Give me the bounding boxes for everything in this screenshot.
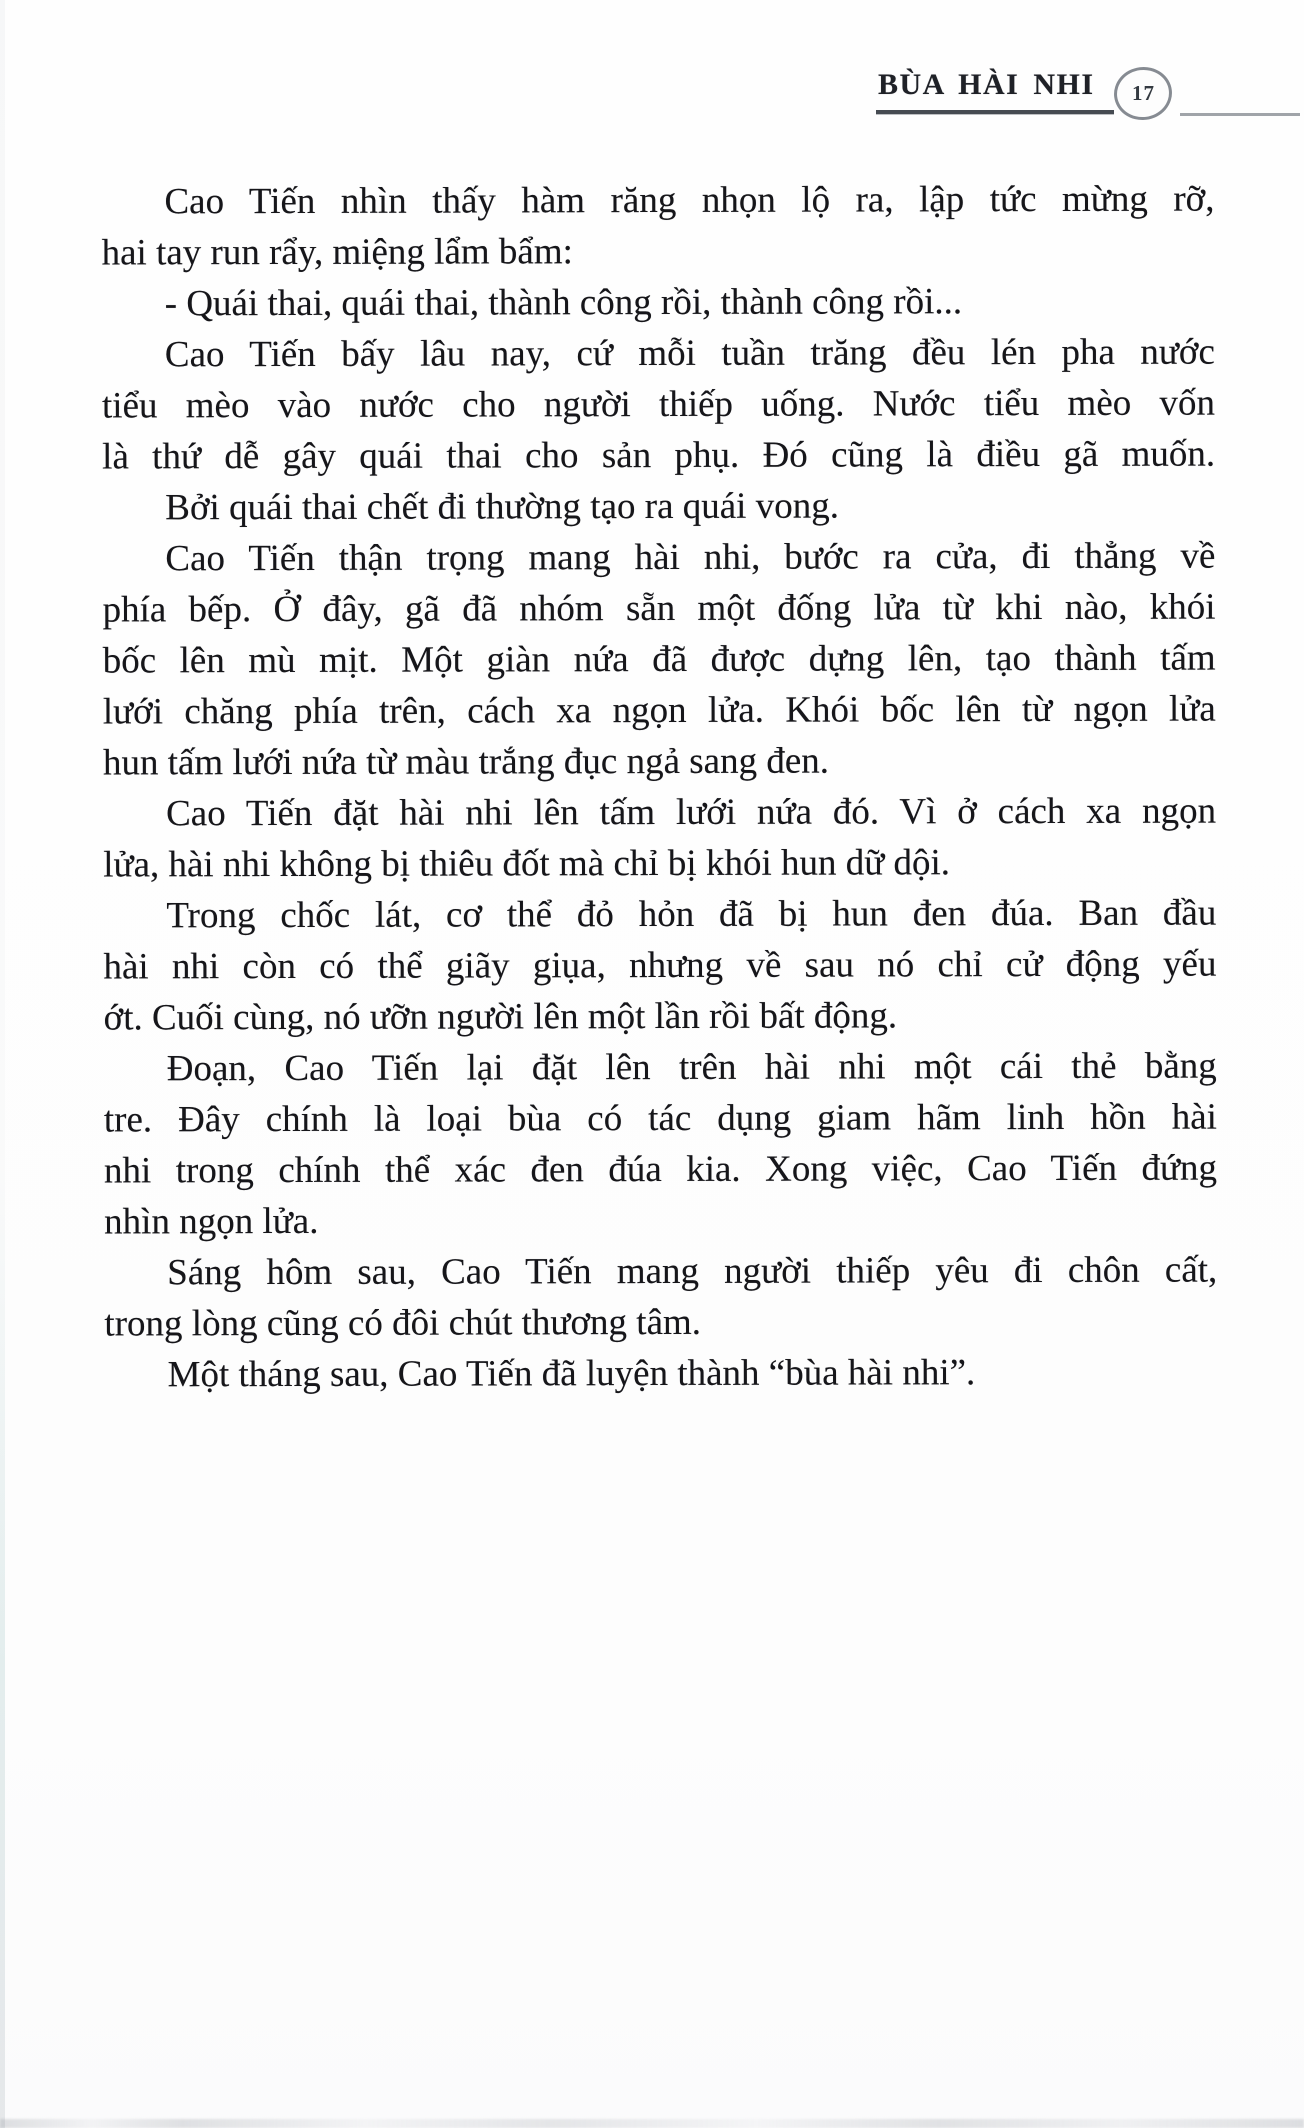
header-underline (876, 110, 1114, 114)
header-rule-right (1180, 113, 1300, 116)
page-number-badge (1111, 64, 1175, 124)
text-line: là thứ dễ gây quái thai cho sản phụ. Đó cũng là điều gã muốn. (102, 433, 1216, 478)
paragraph (104, 1041, 1218, 1248)
text-line: Sáng hôm sau, Cao Tiến mang người thiếp yêu đi chôn cất, (167, 1249, 1218, 1294)
text-line: phía bếp. Ở đây, gã đã nhóm sẵn một đống lửa từ khi nào, khói (102, 586, 1216, 631)
text-line: - Quái thai, quái thai, thành công rồi, thành công rồi... (164, 281, 963, 325)
paragraph (102, 276, 1215, 330)
page-header (0, 0, 1304, 130)
text-line: bốc lên mù mịt. Một giàn nứa đã được dựng lên, tạo thành tấm (102, 637, 1216, 682)
paragraph (104, 1347, 1217, 1401)
text-line: hai tay run rẩy, miệng lẩm bẩm: (101, 231, 573, 274)
running-head-title: BÙA HÀI NHI (878, 68, 1095, 101)
paragraph (101, 174, 1214, 279)
text-line: ớt. Cuối cùng, nó ưỡn người lên một lần rồi bất động. (103, 995, 898, 1039)
text-line: nhìn ngọn lửa. (104, 1200, 319, 1243)
body-text (101, 174, 1217, 1401)
scan-edge-artifact-left (0, 0, 5, 2128)
text-line: Một tháng sau, Cao Tiến đã luyện thành “bùa hài nhi”. (167, 1352, 976, 1396)
text-line: trong lòng cũng có đôi chút thương tâm. (104, 1301, 702, 1345)
text-line: Trong chốc lát, cơ thể đỏ hỏn đã bị hun đen đúa. Ban đầu (166, 892, 1217, 937)
paragraph (103, 786, 1216, 891)
text-line: Cao Tiến đặt hài nhi lên tấm lưới nứa đó. Vì ở cách xa ngọn (166, 790, 1217, 835)
text-line: Cao Tiến bấy lâu nay, cứ mỗi tuần trăng đều lén pha nước (164, 331, 1215, 376)
scan-shadow-artifact-bottom (0, 2119, 1304, 2128)
paragraph (102, 480, 1215, 534)
text-line: tre. Đây chính là loại bùa có tác dụng giam hãm linh hồn hài (103, 1096, 1217, 1141)
text-line: Đoạn, Cao Tiến lại đặt lên trên hài nhi một cái thẻ bằng (166, 1045, 1217, 1090)
paragraph (104, 1245, 1217, 1350)
paragraph (102, 531, 1216, 789)
paragraph (102, 327, 1215, 483)
text-line: lưới chăng phía trên, cách xa ngọn lửa. Khói bốc lên từ ngọn lửa (102, 688, 1216, 733)
paragraph (103, 888, 1216, 1044)
text-line: Bởi quái thai chết đi thường tạo ra quái vong. (165, 485, 839, 529)
text-line: lửa, hài nhi không bị thiêu đốt mà chỉ bị khói hun dữ dội. (103, 842, 951, 886)
text-line: hài nhi còn có thể giãy giụa, nhưng về sau nó chỉ cử động yếu (103, 943, 1217, 988)
text-line: tiểu mèo vào nước cho người thiếp uống. Nước tiểu mèo vốn (101, 382, 1216, 427)
text-line: Cao Tiến thận trọng mang hài nhi, bước ra cửa, đi thẳng về (165, 535, 1216, 580)
text-line: hun tấm lưới nứa từ màu trắng đục ngả sang đen. (102, 740, 830, 784)
page-number: 17 (1131, 81, 1155, 105)
text-line: nhi trong chính thể xác đen đúa kia. Xong việc, Cao Tiến đứng (103, 1147, 1218, 1192)
text-line: Cao Tiến nhìn thấy hàm răng nhọn lộ ra, lập tức mừng rỡ, (164, 178, 1215, 223)
